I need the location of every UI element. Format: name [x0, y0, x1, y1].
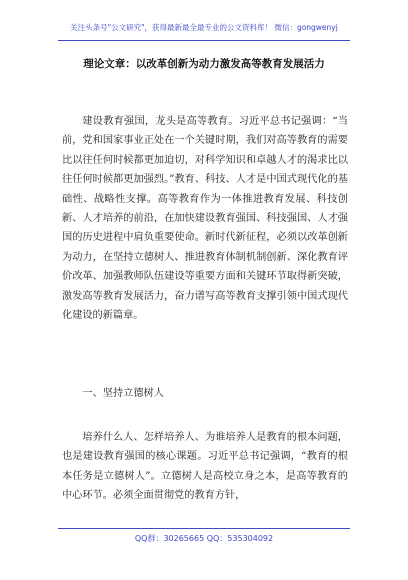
- header-divider: [58, 40, 350, 41]
- body-paragraph-1: 建设教育强国，龙头是高等教育。习近平总书记强调：“当前，党和国家事业正处在一个关键时期，我们对高等教育的需要比以往任何时候都更加迫切，对科学知识和卓越人才的渴求比以往任何时候都更加强烈。”教育、科技、人才是中国式现代化的基础性、战略性支撑。高等教育作为一体推进教育发展、科技创新、人才培养的前沿，在加快建设教育强国、科技强国、人才强国的历史进程中肩负重要使命。新时代新征程，必须以改革创新为动力，在坚持立德树人、推进教育体制机制创新、深化教育评价改革、加强教师队伍建设等重要方面和关键环节取得新突破，激发高等教育发展活力，奋力谱写高等教育支撑引领中国式现代化建设的新篇章。: [62, 116, 348, 322]
- header-note: 关注头条号"公文研究"，获得最新最全最专业的公文资料库！ 微信：gongwenyj: [70, 23, 338, 32]
- footer-divider: [58, 528, 350, 529]
- footer-note: QQ群：30265665 QQ：535304092: [134, 534, 274, 543]
- section-heading: 一、坚持立德树人: [82, 388, 164, 399]
- page-title: 理论文章：以改革创新为动力激发高等教育发展活力: [83, 58, 325, 70]
- body-paragraph-2: 培养什么人、怎样培养人、为谁培养人是教育的根本问题，也是建设教育强国的核心课题。习近平总书记强调，“教育的根本任务是立德树人”。立德树人是高校立身之本，是高等教育的中心环节。必须全面贯彻党的教育方针，: [62, 432, 348, 502]
